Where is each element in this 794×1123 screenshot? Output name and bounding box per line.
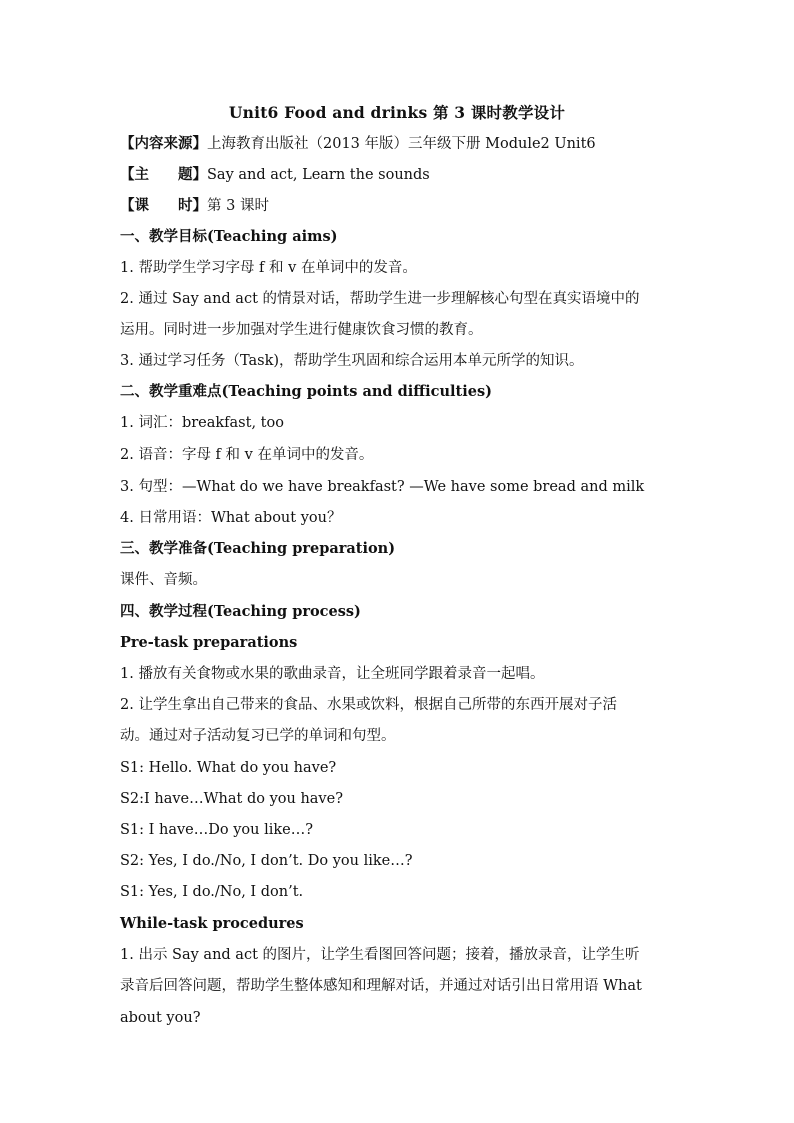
document-title: Unit6 Food and drinks 第 3 课时教学设计 <box>228 103 566 122</box>
meta-topic-value: Say and act, Learn the sounds <box>207 167 430 183</box>
subheading-pre-task: Pre-task preparations <box>120 634 298 651</box>
meta-source <box>120 134 596 154</box>
pre-line-2: 2. 让学生拿出自己带来的食品、水果或饮料，根据自己所带的东西开展对子活 <box>120 697 617 713</box>
meta-period-label: 【课 时】 <box>120 197 207 214</box>
while-line-2: 录音后回答问题，帮助学生整体感知和理解对话，并通过对话引出日常用语 What <box>120 978 642 994</box>
meta-source-label: 【内容来源】 <box>120 135 207 152</box>
meta-topic <box>120 165 430 185</box>
aims-line-4: 3. 通过学习任务（Task)，帮助学生巩固和综合运用本单元所学的知识。 <box>120 353 584 369</box>
points-line-4: 4. 日常用语：What about you？ <box>120 510 342 526</box>
section-heading-aims: 一、教学目标(Teaching aims) <box>120 228 338 245</box>
dialogue-line-3: S1: I have…Do you like…? <box>120 822 313 838</box>
aims-line-2: 2. 通过 Say and act 的情景对话，帮助学生进一步理解核心句型在真实语境中的 <box>120 291 640 307</box>
meta-period-value: 第 3 课时 <box>207 198 269 214</box>
while-line-3: about you? <box>120 1010 201 1026</box>
aims-line-3: 运用。同时进一步加强对学生进行健康饮食习惯的教育。 <box>120 322 483 338</box>
dialogue-line-1: S1: Hello. What do you have? <box>120 760 337 776</box>
meta-topic-label: 【主 题】 <box>120 166 207 183</box>
section-heading-prep: 三、教学准备(Teaching preparation) <box>120 540 396 557</box>
section-heading-points: 二、教学重难点(Teaching points and difficulties) <box>120 383 493 400</box>
points-line-1: 1. 词汇：breakfast, too <box>120 415 284 431</box>
while-line-1: 1. 出示 Say and act 的图片，让学生看图回答问题；接着，播放录音，让学生听 <box>120 947 640 963</box>
meta-source-value: 上海教育出版社（2013 年版）三年级下册 Module2 Unit6 <box>207 136 596 152</box>
points-line-3: 3. 句型：—What do we have breakfast? —We have some bread and milk <box>120 479 645 495</box>
dialogue-line-4: S2: Yes, I do./No, I don’t. Do you like…? <box>120 853 413 869</box>
subheading-while-task: While-task procedures <box>120 915 304 932</box>
dialogue-line-2: S2:I have…What do you have? <box>120 791 343 807</box>
section-heading-process: 四、教学过程(Teaching process) <box>120 603 361 620</box>
dialogue-line-5: S1: Yes, I do./No, I don’t. <box>120 884 304 900</box>
pre-line-1: 1. 播放有关食物或水果的歌曲录音，让全班同学跟着录音一起唱。 <box>120 666 545 682</box>
aims-line-1: 1. 帮助学生学习字母 f 和 v 在单词中的发音。 <box>120 260 417 276</box>
prep-line-1: 课件、音频。 <box>120 572 207 588</box>
points-line-2: 2. 语音：字母 f 和 v 在单词中的发音。 <box>120 447 374 463</box>
pre-line-3: 动。通过对子活动复习已学的单词和句型。 <box>120 728 396 744</box>
meta-period <box>120 196 269 216</box>
